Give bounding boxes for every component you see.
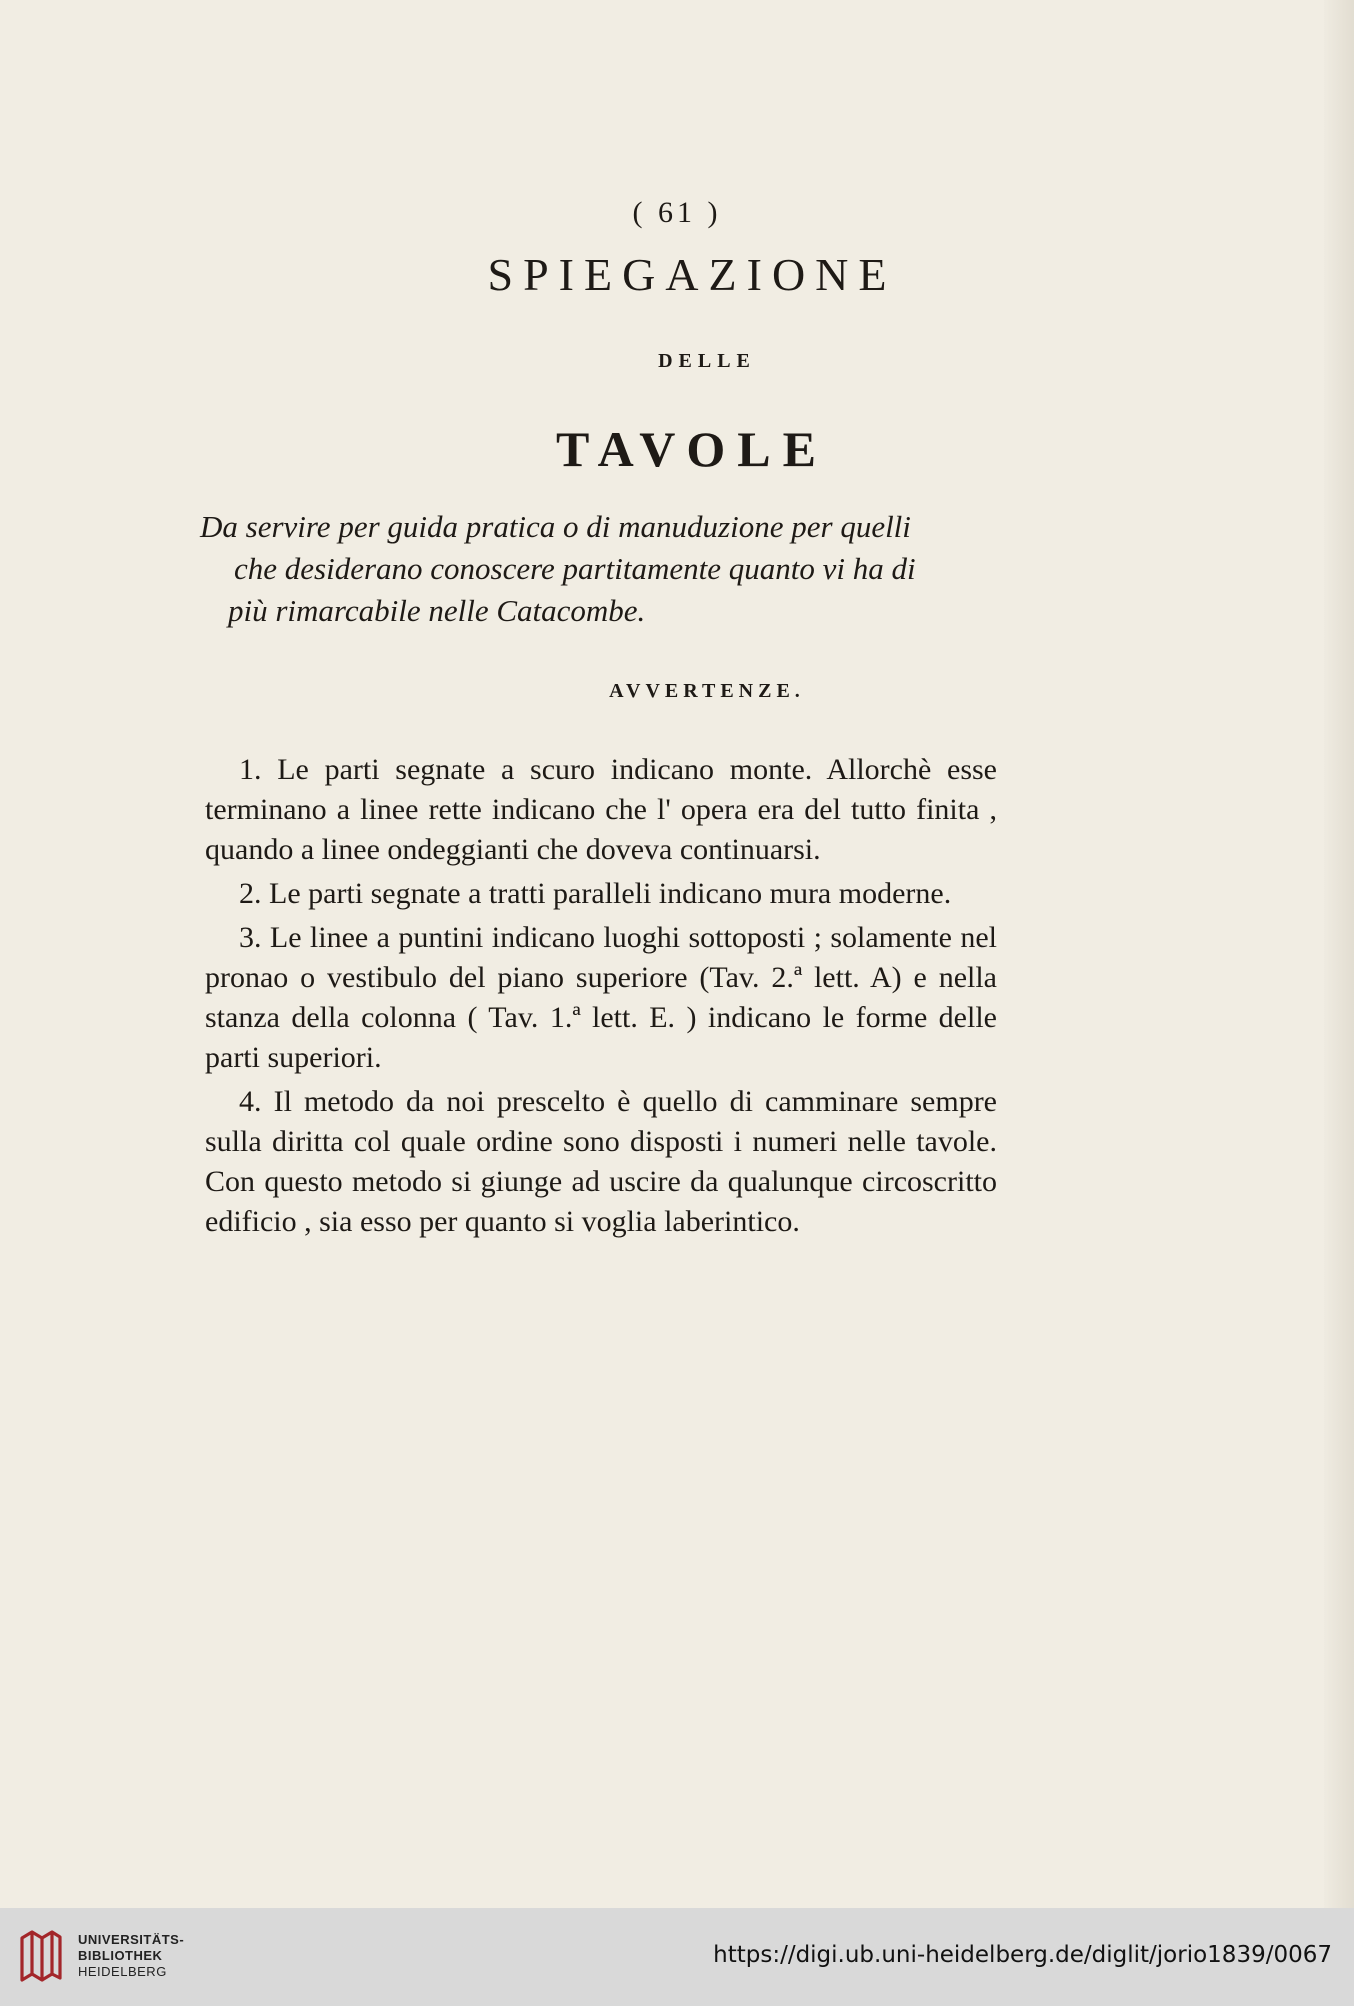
subtitle-line: Da servire per guida pratica o di manuduzione per quelli [200, 509, 911, 544]
page-title: SPIEGAZIONE [487, 249, 897, 300]
notes-list [205, 750, 997, 1246]
library-name-line: BIBLIOTHEK [78, 1948, 163, 1963]
library-name [78, 1932, 184, 1980]
title-connector: DELLE [658, 350, 756, 372]
note-paragraph: 2. Le parti segnate a tratti paralleli indicano mura moderne. [239, 877, 952, 910]
footer-bar [0, 1908, 1354, 2006]
title-tavole: TAVOLE [556, 421, 828, 477]
note-paragraph: 3. Le linee a puntini indicano luoghi sottoposti ; solamente nel pronao o vestibulo del piano superiore (Tav. 2.ª lett. A) e nella stanza della colonna ( Tav. 1.ª lett. E. ) indicano le forme delle parti superiori. [205, 921, 997, 1074]
page-number: ( 61 ) [632, 196, 722, 229]
section-heading: AVVERTENZE. [609, 680, 805, 702]
heidelberg-library-logo-icon[interactable] [18, 1928, 64, 1984]
library-name-line: UNIVERSITÄTS- [78, 1932, 185, 1947]
subtitle-line: più rimarcabile nelle Catacombe. [228, 593, 646, 628]
subtitle [200, 506, 1000, 632]
permalink-url[interactable]: https://digi.ub.uni-heidelberg.de/diglit/jorio1839/0067 [713, 1942, 1332, 1968]
note-paragraph: 4. Il metodo da noi prescelto è quello di camminare sempre sulla diritta col quale ordine sono disposti i numeri nelle tavole. Con questo metodo si giunge ad uscire da qualunque circoscritto edificio , sia esso per quanto si voglia laberintico. [205, 1085, 997, 1238]
subtitle-line: che desiderano conoscere partitamente quanto vi ha di [234, 551, 916, 586]
note-paragraph: 1. Le parti segnate a scuro indicano monte. Allorchè esse terminano a linee rette indicano che l' opera era del tutto finita , quando a linee ondeggianti che doveva continuarsi. [205, 753, 997, 866]
library-name-line: HEIDELBERG [78, 1964, 167, 1979]
